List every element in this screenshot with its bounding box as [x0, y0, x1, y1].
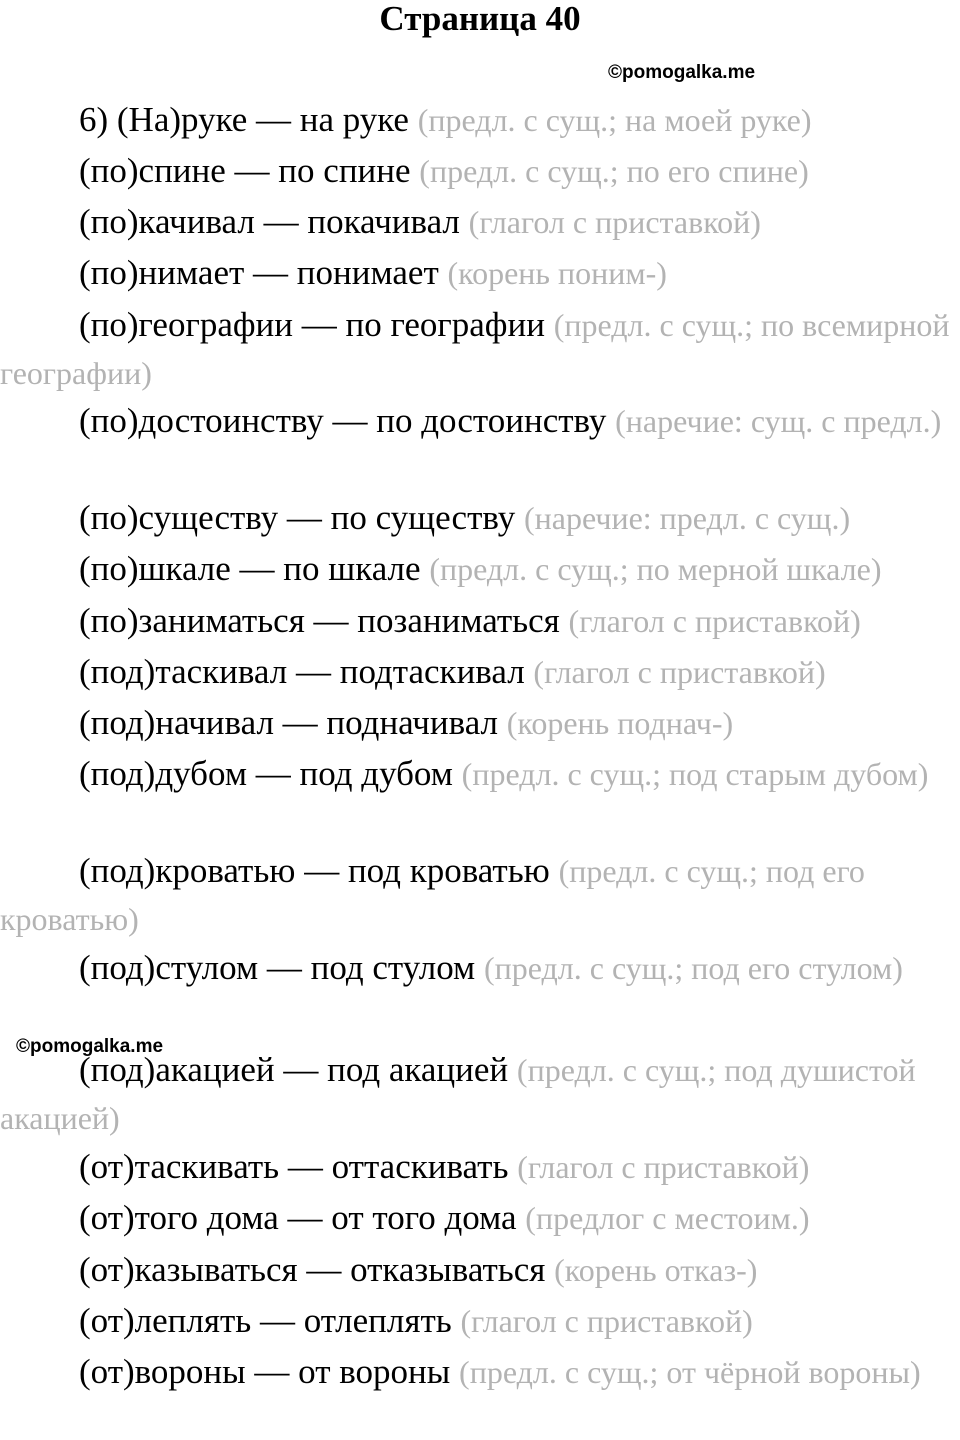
entry-item [0, 847, 958, 943]
entry-item [0, 1046, 958, 1142]
entry-hint: (предл. с сущ.; на моей руке) [417, 102, 812, 138]
entry-word: (под)дубом — под дубом [79, 754, 453, 793]
entry-word: (по)шкале — по шкале [79, 549, 421, 588]
entry-item [0, 1246, 958, 1294]
entry-item [0, 648, 958, 696]
entry-item [0, 944, 958, 992]
entry-item [0, 198, 958, 246]
entry-word: (под)стулом — под стулом [79, 948, 476, 987]
entry-word: (по)качивал — покачивал [79, 202, 460, 241]
entry-item [0, 699, 958, 747]
entry-hint: (корень отказ-) [554, 1252, 758, 1288]
entry-hint: (предл. с сущ.; от чёрной вороны) [459, 1354, 921, 1390]
entry-item [0, 249, 958, 297]
entry-hint: (наречие: предл. с сущ.) [523, 500, 851, 536]
entry-word: 6) (На)руке — на руке [79, 100, 409, 139]
watermark: ©pomogalka.me [608, 62, 756, 83]
entry-item [0, 750, 958, 798]
entry-item [0, 147, 958, 195]
watermark: ©pomogalka.me [16, 1036, 164, 1057]
entry-word: (по)нимает — понимает [79, 253, 439, 292]
entry-word: (от)леплять — отлеплять [79, 1301, 452, 1340]
entry-hint: (наречие: сущ. с предл.) [615, 403, 942, 439]
entry-item [0, 597, 958, 645]
entry-hint: (предл. с сущ.; по всемирной географии) [0, 307, 950, 391]
entry-hint: (предл. с сущ.; под его стулом) [483, 950, 903, 986]
entry-word: (под)кроватью — под кроватью [79, 851, 550, 890]
entry-hint: (корень поним-) [447, 255, 667, 291]
entry-item [0, 1297, 958, 1345]
entry-item [0, 494, 958, 542]
entry-word: (под)акацией — под акацией [79, 1050, 509, 1089]
entry-hint: (предл. с сущ.; по его спине) [419, 153, 809, 189]
entry-item [0, 1348, 958, 1396]
entry-hint: (предл. с сущ.; по мерной шкале) [429, 551, 882, 587]
entry-word: (под)таскивал — подтаскивал [79, 652, 525, 691]
entry-hint: (глагол с приставкой) [517, 1149, 810, 1185]
entry-hint: (предл. с сущ.; под его кроватью) [0, 853, 865, 937]
entry-word: (от)казываться — отказываться [79, 1250, 546, 1289]
entry-word: (по)заниматься — позаниматься [79, 601, 560, 640]
entry-word: (по)существу — по существу [79, 498, 516, 537]
entry-hint: (глагол с приставкой) [468, 204, 761, 240]
page-title: Страница 40 [379, 0, 581, 38]
entry-item [0, 397, 958, 445]
entry-hint: (корень поднач-) [506, 705, 734, 741]
entry-hint: (предлог с местоим.) [525, 1200, 810, 1236]
entry-word: (от)таскивать — оттаскивать [79, 1147, 509, 1186]
entry-word: (от)вороны — от вороны [79, 1352, 451, 1391]
entry-item [0, 545, 958, 593]
entry-hint: (глагол с приставкой) [568, 603, 861, 639]
entry-item [0, 1194, 958, 1242]
entry-hint: (глагол с приставкой) [460, 1303, 753, 1339]
entry-hint: (предл. с сущ.; под душистой акацией) [0, 1052, 916, 1136]
entry-word: (по)достоинству — по достоинству [79, 401, 607, 440]
entry-word: (по)спине — по спине [79, 151, 411, 190]
entry-item [0, 1143, 958, 1191]
entry-item [0, 96, 958, 144]
entry-hint: (глагол с приставкой) [533, 654, 826, 690]
entry-item [0, 301, 958, 397]
entry-word: (от)того дома — от того дома [79, 1198, 517, 1237]
entry-word: (по)географии — по географии [79, 305, 545, 344]
entry-hint: (предл. с сущ.; под старым дубом) [461, 756, 929, 792]
entry-word: (под)начивал — подначивал [79, 703, 499, 742]
